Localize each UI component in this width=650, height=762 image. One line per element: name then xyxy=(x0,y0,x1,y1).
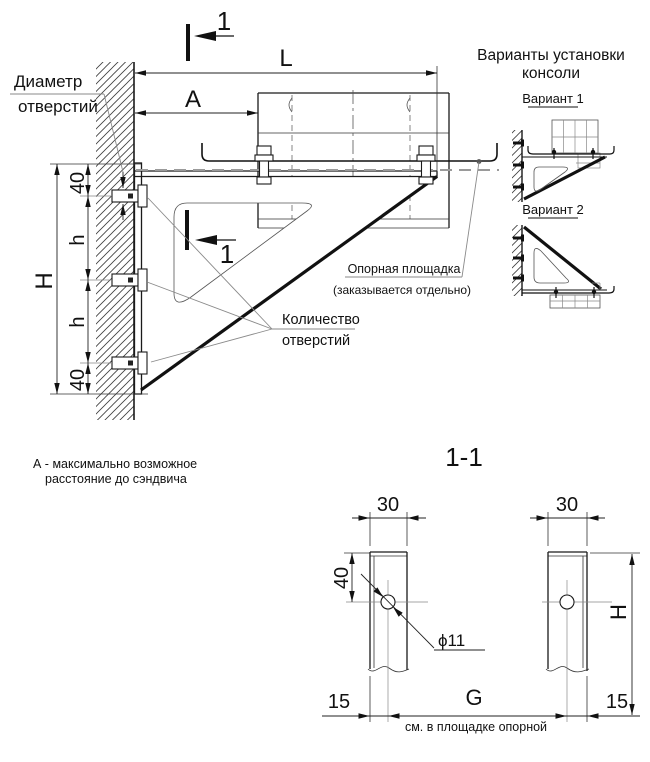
variant1-drawing xyxy=(512,120,614,202)
variant1-label: Вариант 1 xyxy=(522,91,584,106)
dimension-30-right xyxy=(530,494,605,546)
callout-hole-dia xyxy=(361,574,485,650)
section-title: 1-1 xyxy=(445,442,483,472)
section-cut-mark-top xyxy=(186,6,234,61)
variants-title-line1: Варианты установки xyxy=(477,47,625,64)
dimension-A xyxy=(135,86,258,113)
variant2-label: Вариант 2 xyxy=(522,202,584,217)
dim-40-section-label: 40 xyxy=(331,566,353,590)
section-mark-middle-label: 1 xyxy=(219,239,235,269)
break-line-right xyxy=(546,666,589,671)
hole-dia-label: ϕ11 xyxy=(438,631,466,650)
dimension-30-left xyxy=(352,494,426,546)
variant2-drawing xyxy=(512,225,614,308)
dim-30-left-label: 30 xyxy=(376,494,400,516)
variants-title-line2: консоли xyxy=(521,65,581,82)
support-platform-line2: (заказывается отдельно) xyxy=(332,283,472,297)
dim-40-top-label: 40 xyxy=(67,171,89,195)
hole-count-line1: Количество xyxy=(282,312,360,328)
section-view xyxy=(322,442,640,734)
dim-40-bottom-label: 40 xyxy=(67,368,89,392)
footnote-line1: А - максимально возможное xyxy=(33,457,198,471)
dim-G-label: G xyxy=(465,685,483,710)
footnote-line2: расстояние до сэндвича xyxy=(45,472,187,486)
hole-count-line2: отверстий xyxy=(282,333,351,349)
dim-15-right-label: 15 xyxy=(605,691,629,713)
variants-panel xyxy=(477,47,625,308)
dim-H-section-label: H xyxy=(606,604,631,620)
dim-h-lower-label: h xyxy=(67,316,89,328)
hole-diameter-line1: Диаметр xyxy=(14,72,83,91)
dim-15-left-label: 15 xyxy=(327,691,351,713)
dim-L-label: L xyxy=(279,45,293,72)
bottom-dimension-chain xyxy=(322,676,640,734)
dim-H-label: H xyxy=(31,272,58,290)
section-left-plate xyxy=(346,552,428,722)
dim-30-right-label: 30 xyxy=(555,494,579,516)
hole-diameter-line2: отверстий xyxy=(18,97,98,116)
section-mark-top-label: 1 xyxy=(216,6,232,36)
support-platform-line1: Опорная площадка xyxy=(347,262,461,276)
dim-h-upper-label: h xyxy=(67,234,89,246)
dim-A-label: A xyxy=(184,86,202,113)
section-cut-mark-middle xyxy=(185,210,236,269)
footnote-A xyxy=(33,457,197,486)
span-note: см. в площадке опорной xyxy=(404,720,548,734)
section-right-plate xyxy=(542,552,612,722)
hole-right xyxy=(560,595,574,609)
